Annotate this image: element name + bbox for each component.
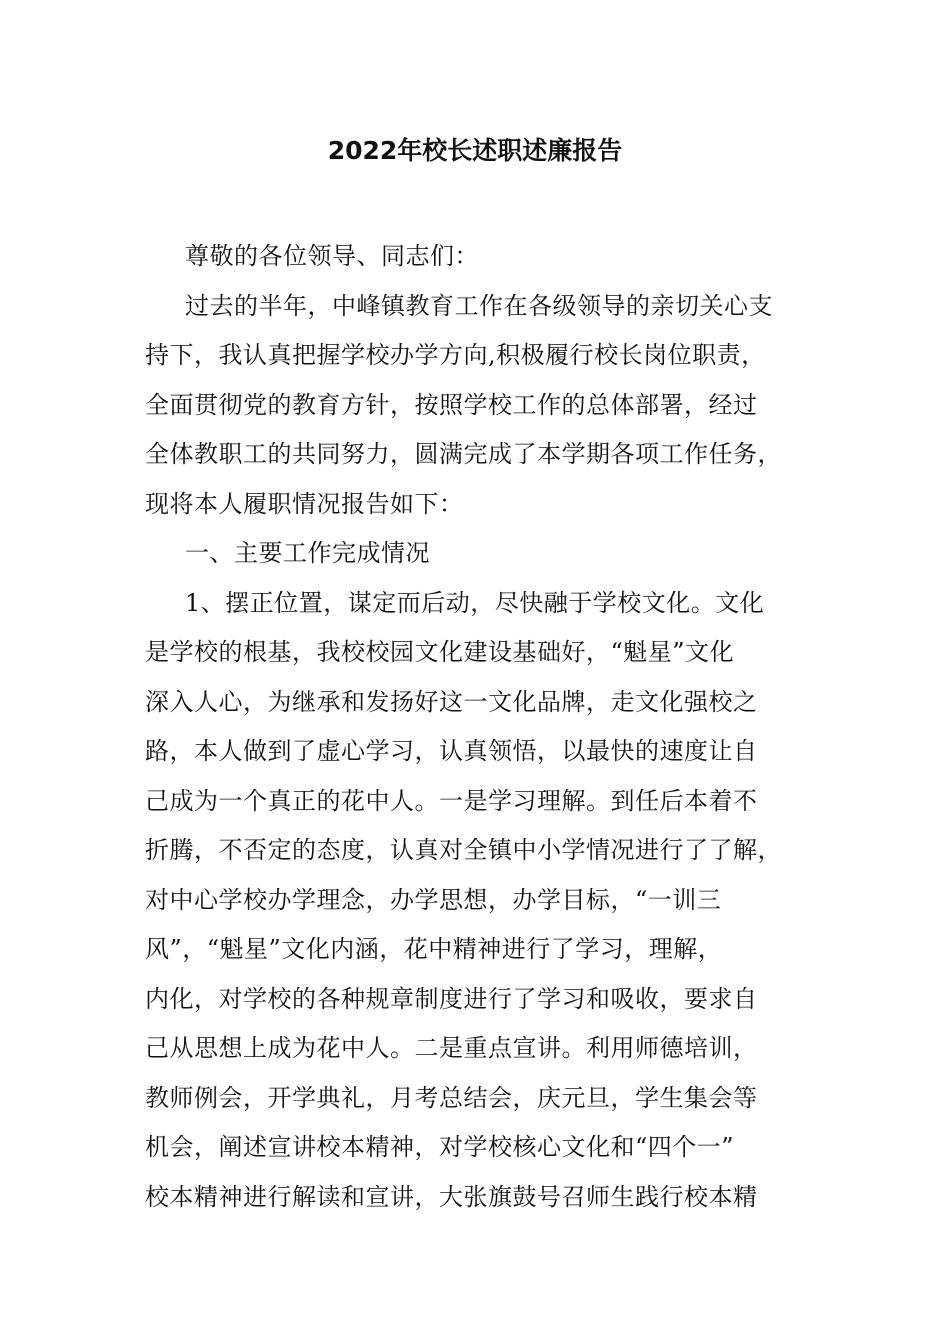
document-title: 2022年校长述职述廉报告 — [327, 136, 623, 165]
paragraph-line: 全面贯彻党的教育方针，按照学校工作的总体部署，经过 — [145, 390, 758, 419]
paragraph-line: 己成为一个真正的花中人。一是学习理解。到任后本着不 — [145, 786, 758, 815]
paragraph-line: 风”，“魁星”文化内涵，花中精神进行了学习，理解， — [145, 935, 723, 963]
paragraph-line: 1、摆正位置，谋定而后动，尽快融于学校文化。文化 — [185, 588, 765, 617]
paragraph-line: 全体教职工的共同努力，圆满完成了本学期各项工作任务， — [145, 440, 782, 468]
paragraph-line: 是学校的根基，我校校园文化建设基础好，“魁星”文化 — [145, 638, 735, 666]
paragraph-line: 己从思想上成为花中人。二是重点宣讲。利用师德培训， — [145, 1034, 758, 1062]
paragraph-line: 教师例会，开学典礼，月考总结会，庆元旦，学生集会等 — [145, 1083, 758, 1112]
section-heading: 一、主要工作完成情况 — [185, 539, 430, 567]
paragraph-line: 对中心学校办学理念，办学思想，办学目标，“一训三 — [145, 885, 722, 914]
document-body — [145, 232, 805, 1222]
paragraph-line: 路，本人做到了虚心学习，认真领悟，以最快的速度让自 — [145, 737, 758, 765]
paragraph-line: 内化，对学校的各种规章制度进行了学习和吸收，要求自 — [145, 984, 758, 1013]
paragraph-line: 机会，阐述宣讲校本精神，对学校核心文化和“四个一” — [145, 1133, 735, 1161]
paragraph-line: 现将本人履职情况报告如下： — [145, 489, 464, 518]
paragraph-line: 持下，我认真把握学校办学方向,积极履行校长岗位职责， — [145, 341, 766, 369]
paragraph-line: 深入人心，为继承和发扬好这一文化品牌，走文化强校之 — [145, 687, 758, 716]
salutation-line: 尊敬的各位领导、同志们： — [185, 242, 479, 270]
paragraph-line: 校本精神进行解读和宣讲，大张旗鼓号召师生践行校本精 — [145, 1182, 758, 1211]
paragraph-line: 过去的半年，中峰镇教育工作在各级领导的亲切关心支 — [185, 291, 773, 320]
paragraph-line: 折腾，不否定的态度，认真对全镇中小学情况进行了了解， — [145, 836, 782, 864]
